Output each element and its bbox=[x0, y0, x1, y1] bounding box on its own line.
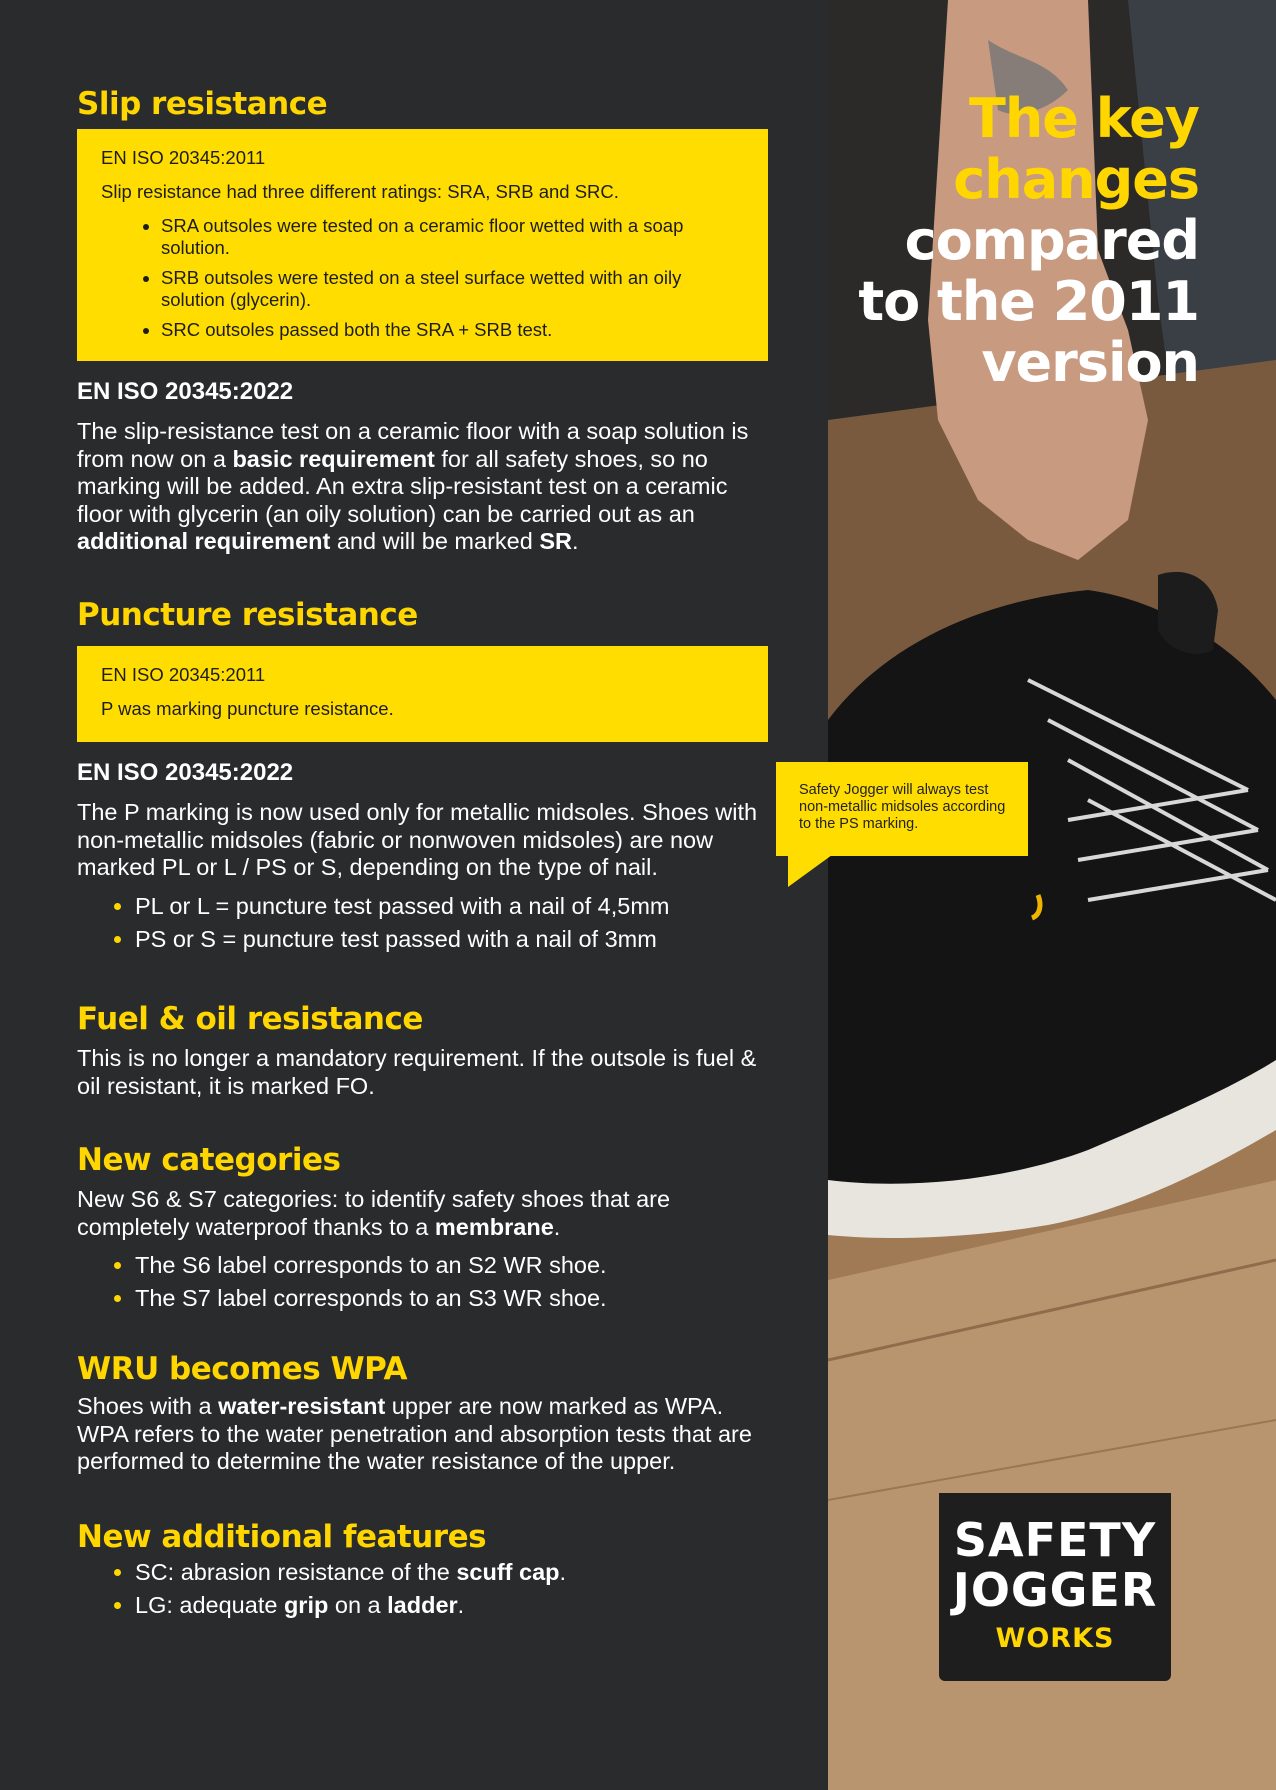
list-item: • PL or L = puncture test passed with a nail of 4,5mm bbox=[135, 890, 669, 923]
features-heading: New additional features bbox=[77, 1519, 487, 1555]
text: The slip-resistance test on a ceramic floor with a soap solution is from now on a bbox=[77, 418, 749, 472]
fuel-heading: Fuel & oil resistance bbox=[77, 1001, 423, 1037]
puncture-box-text: P was marking puncture resistance. bbox=[101, 698, 394, 719]
wru-heading: WRU becomes WPA bbox=[77, 1351, 408, 1387]
categories-paragraph bbox=[77, 1186, 777, 1241]
features-list bbox=[77, 1556, 566, 1622]
slip-box-intro: Slip resistance had three different ratings: SRA, SRB and SRC. bbox=[101, 181, 619, 202]
text: LG: adequate bbox=[135, 1592, 284, 1618]
callout-tail bbox=[788, 855, 832, 887]
logo-line: WORKS bbox=[995, 1623, 1115, 1654]
title-line: changes bbox=[953, 148, 1199, 211]
list-item: • SRC outsoles passed both the SRA + SRB test. bbox=[161, 319, 744, 341]
bold-text: ladder bbox=[387, 1592, 458, 1618]
bold-text: water-resistant bbox=[218, 1393, 386, 1419]
wru-paragraph bbox=[77, 1393, 777, 1476]
title-line: The key bbox=[969, 87, 1199, 150]
list-item: • The S7 label corresponds to an S3 WR shoe. bbox=[135, 1282, 607, 1315]
text: . bbox=[457, 1592, 465, 1618]
categories-heading: New categories bbox=[77, 1142, 341, 1178]
logo-line: SAFETY bbox=[953, 1513, 1157, 1567]
bold-text: basic requirement bbox=[232, 445, 435, 472]
text: New S6 & S7 categories: to identify safety shoes that are completely waterproof thanks to a bbox=[77, 1186, 671, 1240]
text: for all safety shoes, so no marking will be added. An extra slip-resistant test on a ceramic floor with glycerin (an oily solution) can be carried out as an bbox=[77, 445, 728, 527]
text: Shoes with a bbox=[77, 1393, 219, 1419]
list-item: • The S6 label corresponds to an S2 WR shoe. bbox=[135, 1249, 607, 1282]
puncture-2022-subhead: EN ISO 20345:2022 bbox=[77, 759, 294, 786]
page-title bbox=[858, 88, 1199, 393]
bold-text: grip bbox=[283, 1592, 329, 1618]
logo-line: JOGGER bbox=[952, 1563, 1158, 1617]
puncture-box-title: EN ISO 20345:2011 bbox=[101, 664, 266, 685]
puncture-heading: Puncture resistance bbox=[77, 597, 418, 633]
callout-bubble: Safety Jogger will always test non-metallic midsoles according to the PS marking. bbox=[776, 762, 1028, 856]
slip-box-title: EN ISO 20345:2011 bbox=[101, 147, 266, 168]
text: . bbox=[571, 528, 579, 554]
puncture-list bbox=[77, 890, 669, 956]
text: . bbox=[553, 1213, 561, 1240]
slip-2022-subhead: EN ISO 20345:2022 bbox=[77, 378, 294, 405]
list-item: • SRA outsoles were tested on a ceramic floor wetted with a soap solution. bbox=[161, 215, 744, 259]
list-item bbox=[135, 1589, 566, 1622]
bold-text: SR bbox=[539, 528, 572, 554]
text: . bbox=[559, 1559, 567, 1585]
wood-plank bbox=[828, 1180, 1276, 1790]
slip-2011-box bbox=[77, 129, 768, 361]
safety-jogger-logo bbox=[939, 1493, 1171, 1681]
bold-text: scuff cap bbox=[456, 1559, 560, 1585]
text: upper are now marked as WPA. WPA refers to the water penetration and absorption tests that are performed to determine the water resistance of the upper. bbox=[77, 1393, 752, 1474]
bold-text: additional requirement bbox=[77, 528, 331, 554]
categories-list bbox=[77, 1249, 607, 1315]
slip-heading: Slip resistance bbox=[77, 86, 328, 122]
list-item: • SRB outsoles were tested on a steel surface wetted with an oily solution (glycerin). bbox=[161, 267, 744, 311]
list-item bbox=[135, 1556, 566, 1589]
title-line: version bbox=[981, 331, 1199, 394]
list-item: • PS or S = puncture test passed with a nail of 3mm bbox=[135, 923, 669, 956]
text: SC: abrasion resistance of the bbox=[135, 1559, 457, 1585]
title-line: to the 2011 bbox=[858, 270, 1199, 333]
puncture-2011-box bbox=[77, 646, 768, 742]
puncture-2022-paragraph: The P marking is now used only for metallic midsoles. Shoes with non-metallic midsoles (fabric or nonwoven midsoles) are now marked PL or L / PS or S, depending on the type of nail. bbox=[77, 799, 758, 880]
text: and will be marked bbox=[330, 528, 540, 554]
bold-text: membrane bbox=[434, 1213, 554, 1240]
text: on a bbox=[328, 1592, 388, 1618]
slip-box-list bbox=[101, 215, 744, 341]
fuel-paragraph: This is no longer a mandatory requirement. If the outsole is fuel & oil resistant, it is marked FO. bbox=[77, 1045, 757, 1099]
title-line: compared bbox=[904, 209, 1199, 272]
slip-2022-paragraph bbox=[77, 418, 777, 556]
